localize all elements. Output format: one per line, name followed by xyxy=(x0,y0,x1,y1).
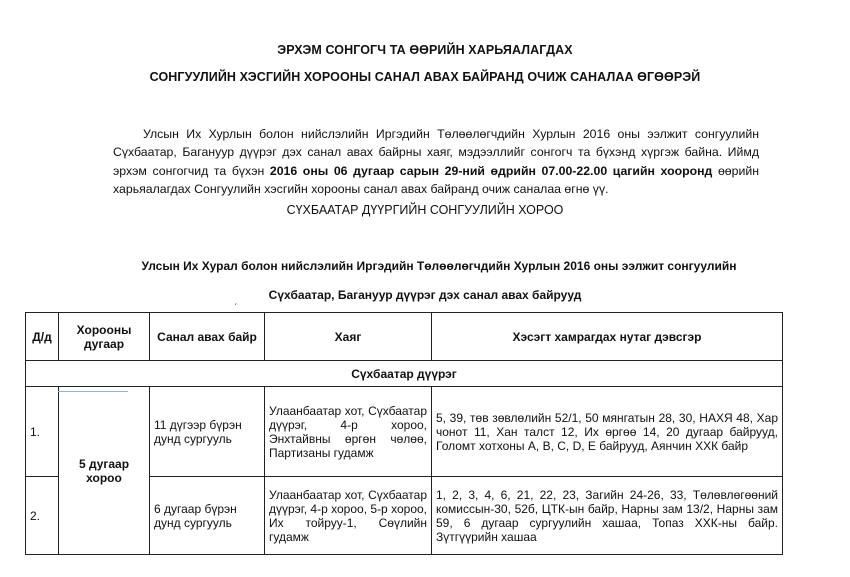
header-hayag: Хаяг xyxy=(265,313,432,361)
district-row xyxy=(26,361,783,387)
header-line-1: ЭРХЭМ СОНГОГЧ ТА ӨӨРИЙН ХАРЬЯАЛАГДАХ xyxy=(277,43,573,57)
header-no: Д/д xyxy=(26,313,59,361)
row-number: 1. xyxy=(26,387,59,477)
scan-artifact-line xyxy=(58,391,128,392)
header-bair: Санал авах байр xyxy=(150,313,265,361)
coverage-area: 5, 39, төв зөвлөлийн 52/1, 50 мянгатын 28, 30, НАХЯ 48, Хар чонот 11, Хан талст 12, Их өргөө 14, 20 дугаар байрууд, Голомт хотхоны А, В, С, D, Е байрууд, Аянчин ХХК байр xyxy=(432,387,783,477)
intro-paragraph xyxy=(113,125,759,198)
header-khoroo: Хорооны дугаар xyxy=(59,313,150,361)
paragraph-part-1: Улсын Их Хурлын болон нийслэлийн Иргэдийн Төлөөлөгчдийн Хурлын 2016 оны ээлжит сонгуулийн Сүхбаатар, Багануур дүүрэг дэх санал авах байрны хаяг, мэдээллийг сонгогч та бүхэнд хүргэж байна. Иймд эрхэм сонгогчид та бүхэн xyxy=(113,127,759,178)
coverage-area: 1, 2, 3, 4, 6, 21, 22, 23, Загийн 24-26, 33, Төлөвлөгөөний комиссын-30, 52б, ЦТК-ын байр, Нарны зам 13/2, Нарны зам 59, 6 дугаар сургуулийн хашаа, Топаз ХХК-ны байр. Зүтгүүрийн хашаа xyxy=(432,477,783,555)
paragraph-part-2: өөрийн харьяалагдах Сонгуулийн хэсгийн хорооны санал авах байранд очиж саналаа өгнө үү. xyxy=(113,163,759,196)
table-title-line-1: Улсын Их Хурал болон нийслэлийн Иргэдийн Төлөөлөгчдийн Хурлын 2016 оны ээлжит сонгуулийн xyxy=(141,259,737,273)
address: Улаанбаатар хот, Сүхбаатар дүүрэг, 4-р хороо, 5-р хороо, Их тойруу-1, Сөүлийн гудамж xyxy=(265,477,432,555)
polling-station: 6 дугаар бүрэн дунд сургууль xyxy=(150,477,265,555)
stray-mark: ˊ xyxy=(234,303,238,314)
khoroo-number: 5 дугаар хороо xyxy=(59,387,150,555)
district-name: Сүхбаатар дүүрэг xyxy=(26,361,783,387)
row-number: 2. xyxy=(26,477,59,555)
header-nutag: Хэсэгт хамрагдах нутаг дэвсгэр xyxy=(432,313,783,361)
committee-name: СҮХБААТАР ДҮҮРГИЙН СОНГУУЛИЙН ХОРОО xyxy=(286,203,564,217)
polling-station: 11 дүгээр бүрэн дунд сургууль xyxy=(150,387,265,477)
table-title-line-2: Сүхбаатар, Багануур дүүрэг дэх санал авах байрууд xyxy=(268,288,582,302)
polling-stations-table xyxy=(25,312,783,555)
table-row xyxy=(26,387,783,477)
paragraph-bold-date: 2016 оны 06 дугаар сарын 29-ний өдрийн 07.00-22.00 цагийн хооронд xyxy=(269,163,713,178)
header-line-2: СОНГУУЛИЙН ХЭСГИЙН ХОРООНЫ САНАЛ АВАХ БАЙРАНД ОЧИЖ САНАЛАА ӨГӨӨРЭЙ xyxy=(149,70,701,84)
address: Улаанбаатар хот, Сүхбаатар дүүрэг, 4-р хороо, Энхтайвны өргөн чөлөө, Партизаны гудамж xyxy=(265,387,432,477)
table-header-row xyxy=(26,313,783,361)
